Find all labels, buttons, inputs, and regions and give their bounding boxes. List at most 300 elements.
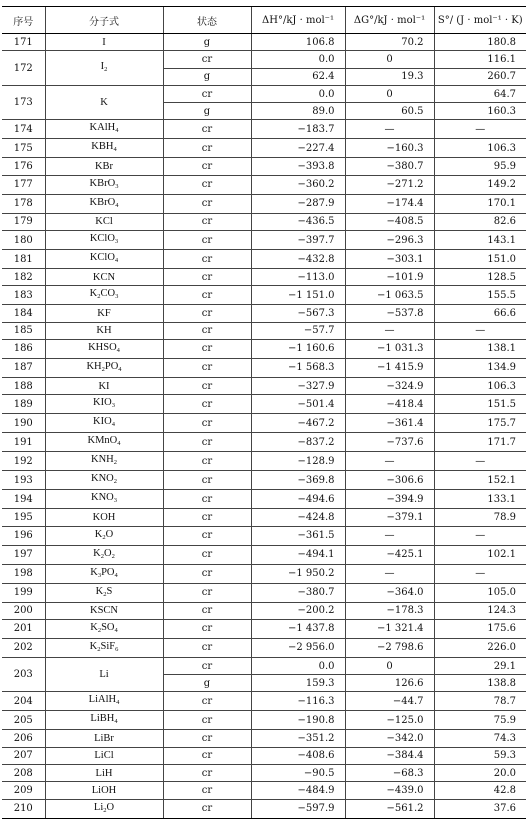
- cell-number: 172: [2, 51, 45, 86]
- formula-element: PO: [101, 566, 115, 578]
- cell-formula: [45, 51, 163, 86]
- formula-element: KF: [97, 308, 111, 320]
- cell-gibbs: −174.4: [345, 194, 434, 213]
- formula-element: O: [106, 801, 115, 813]
- table-row: [2, 194, 526, 213]
- cell-formula: [45, 782, 163, 799]
- cell-formula: [45, 175, 163, 194]
- cell-gibbs: −384.4: [345, 747, 434, 764]
- formula-subscript: 2: [97, 626, 102, 634]
- cell-entropy: —: [434, 322, 526, 339]
- formula-element: CO: [100, 288, 116, 300]
- cell-entropy: 116.1: [434, 51, 526, 68]
- cell-enthalpy: −128.9: [251, 452, 345, 471]
- cell-entropy: 149.2: [434, 175, 526, 194]
- cell-entropy: 66.6: [434, 305, 526, 322]
- formula-element: LiOH: [91, 784, 117, 796]
- table-row: [2, 414, 526, 433]
- cell-entropy: 152.1: [434, 471, 526, 490]
- header-enthalpy: ΔH°/kJ · mol⁻¹: [251, 7, 345, 34]
- formula-subscript: 2: [103, 806, 107, 814]
- cell-enthalpy: −501.4: [251, 395, 345, 414]
- table-row: [2, 85, 526, 102]
- formula-element: KClO: [89, 252, 115, 264]
- cell-entropy: 160.3: [434, 103, 526, 120]
- cell-enthalpy: 0.0: [251, 51, 345, 68]
- formula-subscript: 2: [104, 66, 108, 74]
- formula-subscript: 3: [111, 402, 115, 410]
- formula-subscript: 4: [115, 201, 119, 209]
- cell-gibbs: −408.5: [345, 213, 434, 230]
- formula-subscript: 4: [114, 626, 118, 634]
- cell-gibbs: —: [345, 564, 434, 583]
- cell-formula: [45, 799, 163, 818]
- cell-enthalpy: −567.3: [251, 305, 345, 322]
- cell-gibbs: −2 798.6: [345, 638, 434, 657]
- cell-state: cr: [163, 120, 251, 139]
- cell-enthalpy: −361.5: [251, 526, 345, 545]
- formula-element: I: [100, 61, 105, 73]
- cell-state: cr: [163, 526, 251, 545]
- cell-formula: [45, 194, 163, 213]
- formula-element: LiH: [95, 767, 113, 779]
- cell-enthalpy: −2 956.0: [251, 638, 345, 657]
- cell-entropy: 175.7: [434, 414, 526, 433]
- cell-state: cr: [163, 490, 251, 509]
- cell-formula: [45, 414, 163, 433]
- cell-number: 182: [2, 269, 45, 286]
- table-row: [2, 175, 526, 194]
- cell-entropy: 59.3: [434, 747, 526, 764]
- cell-number: 194: [2, 490, 45, 509]
- table-row: [2, 231, 526, 250]
- cell-enthalpy: −436.5: [251, 213, 345, 230]
- cell-state: cr: [163, 433, 251, 452]
- cell-number: 183: [2, 286, 45, 305]
- cell-state: cr: [163, 358, 251, 377]
- cell-state: cr: [163, 231, 251, 250]
- cell-gibbs: 0: [345, 51, 434, 68]
- formula-subscript: 3: [113, 497, 117, 505]
- cell-gibbs: −361.4: [345, 414, 434, 433]
- cell-state: cr: [163, 158, 251, 175]
- formula-element: KIO: [93, 397, 112, 409]
- cell-gibbs: −380.7: [345, 158, 434, 175]
- cell-formula: [45, 564, 163, 583]
- cell-state: cr: [163, 322, 251, 339]
- cell-state: cr: [163, 711, 251, 730]
- cell-number: 199: [2, 583, 45, 602]
- formula-subscript: 2: [113, 478, 117, 486]
- cell-enthalpy: −837.2: [251, 433, 345, 452]
- cell-number: 175: [2, 139, 45, 158]
- cell-formula: [45, 395, 163, 414]
- formula-element: KClO: [89, 233, 115, 245]
- cell-state: cr: [163, 564, 251, 583]
- cell-number: 209: [2, 782, 45, 799]
- cell-state: cr: [163, 545, 251, 564]
- cell-entropy: 78.9: [434, 509, 526, 526]
- cell-gibbs: −425.1: [345, 545, 434, 564]
- cell-number: 184: [2, 305, 45, 322]
- cell-state: cr: [163, 583, 251, 602]
- cell-state: cr: [163, 194, 251, 213]
- cell-number: 192: [2, 452, 45, 471]
- formula-element: KNH: [91, 454, 114, 466]
- formula-subscript: 4: [114, 571, 118, 579]
- thermodynamic-data-table: [2, 6, 526, 819]
- cell-enthalpy: −360.2: [251, 175, 345, 194]
- cell-enthalpy: −432.8: [251, 250, 345, 269]
- cell-state: cr: [163, 377, 251, 394]
- cell-formula: [45, 583, 163, 602]
- cell-entropy: 42.8: [434, 782, 526, 799]
- cell-enthalpy: −183.7: [251, 120, 345, 139]
- table-row: [2, 34, 526, 51]
- header-formula: 分子式: [45, 7, 163, 34]
- cell-entropy: 105.0: [434, 583, 526, 602]
- cell-entropy: 226.0: [434, 638, 526, 657]
- table-row: [2, 490, 526, 509]
- formula-subscript: 2: [113, 459, 117, 467]
- formula-element: K: [94, 528, 103, 540]
- cell-enthalpy: 159.3: [251, 675, 345, 692]
- formula-subscript: 2: [97, 645, 101, 653]
- cell-entropy: 143.1: [434, 231, 526, 250]
- cell-entropy: —: [434, 452, 526, 471]
- formula-subscript: 4: [111, 421, 115, 429]
- cell-formula: [45, 358, 163, 377]
- cell-state: cr: [163, 175, 251, 194]
- formula-subscript: 2: [100, 552, 104, 560]
- cell-state: cr: [163, 799, 251, 818]
- table-row: [2, 619, 526, 638]
- cell-formula: [45, 619, 163, 638]
- cell-entropy: 171.7: [434, 433, 526, 452]
- formula-element: K: [90, 621, 98, 633]
- cell-number: 203: [2, 657, 45, 692]
- cell-state: cr: [163, 250, 251, 269]
- cell-enthalpy: −597.9: [251, 799, 345, 818]
- table-row: [2, 120, 526, 139]
- cell-state: cr: [163, 395, 251, 414]
- cell-state: cr: [163, 51, 251, 68]
- cell-number: 188: [2, 377, 45, 394]
- cell-number: 195: [2, 509, 45, 526]
- cell-number: 174: [2, 120, 45, 139]
- cell-enthalpy: −200.2: [251, 602, 345, 619]
- formula-element: KNO: [91, 473, 114, 485]
- cell-formula: [45, 509, 163, 526]
- cell-enthalpy: −494.6: [251, 490, 345, 509]
- formula-element: SiF: [100, 640, 116, 652]
- cell-formula: [45, 602, 163, 619]
- cell-number: 207: [2, 747, 45, 764]
- cell-entropy: 133.1: [434, 490, 526, 509]
- formula-element: KCl: [95, 216, 113, 228]
- formula-element: K: [95, 585, 104, 597]
- cell-gibbs: 126.6: [345, 675, 434, 692]
- cell-state: g: [163, 68, 251, 85]
- cell-state: cr: [163, 657, 251, 674]
- formula-subscript: 4: [118, 365, 122, 373]
- table-row: [2, 139, 526, 158]
- cell-formula: [45, 322, 163, 339]
- cell-entropy: 29.1: [434, 657, 526, 674]
- cell-enthalpy: −408.6: [251, 747, 345, 764]
- cell-formula: [45, 526, 163, 545]
- table-row: [2, 583, 526, 602]
- cell-enthalpy: −397.7: [251, 231, 345, 250]
- cell-state: cr: [163, 730, 251, 747]
- cell-state: cr: [163, 602, 251, 619]
- cell-entropy: —: [434, 526, 526, 545]
- cell-gibbs: −1 063.5: [345, 286, 434, 305]
- cell-gibbs: −303.1: [345, 250, 434, 269]
- cell-gibbs: −394.9: [345, 490, 434, 509]
- cell-formula: [45, 120, 163, 139]
- cell-entropy: 75.9: [434, 711, 526, 730]
- table-row: [2, 433, 526, 452]
- formula-subscript: 2: [101, 365, 105, 373]
- cell-gibbs: −44.7: [345, 692, 434, 711]
- cell-gibbs: 19.3: [345, 68, 434, 85]
- cell-formula: [45, 231, 163, 250]
- table-row: [2, 602, 526, 619]
- cell-entropy: 170.1: [434, 194, 526, 213]
- formula-element: O: [105, 528, 114, 540]
- header-entropy: S°/ (J · mol⁻¹ · K): [434, 7, 526, 34]
- cell-entropy: 102.1: [434, 545, 526, 564]
- cell-gibbs: −160.3: [345, 139, 434, 158]
- cell-enthalpy: 0.0: [251, 85, 345, 102]
- cell-entropy: 37.6: [434, 799, 526, 818]
- cell-entropy: 175.6: [434, 619, 526, 638]
- cell-entropy: 151.5: [434, 395, 526, 414]
- formula-element: KSCN: [89, 605, 118, 617]
- cell-enthalpy: −424.8: [251, 509, 345, 526]
- formula-element: KIO: [93, 416, 112, 428]
- cell-enthalpy: −484.9: [251, 782, 345, 799]
- table-row: [2, 452, 526, 471]
- cell-gibbs: −342.0: [345, 730, 434, 747]
- cell-state: cr: [163, 305, 251, 322]
- table-row: [2, 799, 526, 818]
- cell-enthalpy: −1 568.3: [251, 358, 345, 377]
- cell-number: 185: [2, 322, 45, 339]
- cell-enthalpy: −90.5: [251, 765, 345, 782]
- formula-element: KBrO: [89, 196, 116, 208]
- cell-gibbs: −125.0: [345, 711, 434, 730]
- cell-number: 198: [2, 564, 45, 583]
- cell-enthalpy: −393.8: [251, 158, 345, 175]
- cell-gibbs: —: [345, 322, 434, 339]
- table-row: [2, 711, 526, 730]
- table-body: [2, 34, 526, 819]
- formula-subscript: 4: [117, 440, 121, 448]
- formula-element: K: [89, 640, 98, 652]
- cell-entropy: 20.0: [434, 765, 526, 782]
- cell-formula: [45, 711, 163, 730]
- cell-state: cr: [163, 139, 251, 158]
- cell-enthalpy: 0.0: [251, 657, 345, 674]
- cell-formula: [45, 471, 163, 490]
- cell-enthalpy: −351.2: [251, 730, 345, 747]
- formula-subscript: 4: [114, 257, 119, 265]
- cell-enthalpy: −467.2: [251, 414, 345, 433]
- table-row: [2, 339, 526, 358]
- table-row: [2, 358, 526, 377]
- formula-element: LiCl: [94, 750, 114, 762]
- table-row: [2, 158, 526, 175]
- cell-enthalpy: −190.8: [251, 711, 345, 730]
- cell-formula: [45, 730, 163, 747]
- table-row: [2, 526, 526, 545]
- cell-formula: [45, 286, 163, 305]
- formula-element: I: [102, 36, 106, 48]
- cell-formula: [45, 377, 163, 394]
- formula-element: O: [104, 547, 112, 559]
- formula-element: Li: [99, 669, 109, 681]
- cell-state: cr: [163, 414, 251, 433]
- cell-gibbs: −439.0: [345, 782, 434, 799]
- formula-subscript: 2: [97, 293, 101, 301]
- formula-element: S: [106, 585, 113, 597]
- table-row: [2, 765, 526, 782]
- formula-element: K: [100, 97, 108, 109]
- cell-number: 193: [2, 471, 45, 490]
- cell-entropy: 106.3: [434, 139, 526, 158]
- cell-entropy: 134.9: [434, 358, 526, 377]
- cell-state: g: [163, 675, 251, 692]
- table-row: [2, 782, 526, 799]
- cell-enthalpy: 106.8: [251, 34, 345, 51]
- cell-gibbs: −364.0: [345, 583, 434, 602]
- formula-element: SO: [101, 621, 115, 633]
- table-row: [2, 545, 526, 564]
- cell-state: cr: [163, 747, 251, 764]
- cell-enthalpy: −369.8: [251, 471, 345, 490]
- cell-state: cr: [163, 619, 251, 638]
- cell-number: 187: [2, 358, 45, 377]
- cell-state: cr: [163, 765, 251, 782]
- formula-element: KMnO: [87, 435, 118, 447]
- table-row: [2, 471, 526, 490]
- cell-number: 191: [2, 433, 45, 452]
- table-row: [2, 509, 526, 526]
- cell-gibbs: −1 321.4: [345, 619, 434, 638]
- cell-number: 177: [2, 175, 45, 194]
- cell-state: cr: [163, 85, 251, 102]
- cell-state: cr: [163, 509, 251, 526]
- cell-entropy: 180.8: [434, 34, 526, 51]
- table-row: [2, 286, 526, 305]
- cell-enthalpy: −327.9: [251, 377, 345, 394]
- formula-element: KCN: [92, 271, 116, 283]
- cell-formula: [45, 452, 163, 471]
- cell-formula: [45, 139, 163, 158]
- cell-state: cr: [163, 213, 251, 230]
- formula-element: LiBH: [90, 713, 115, 725]
- cell-entropy: 106.3: [434, 377, 526, 394]
- cell-state: g: [163, 34, 251, 51]
- formula-subscript: 2: [111, 552, 115, 560]
- cell-formula: [45, 490, 163, 509]
- table-row: [2, 213, 526, 230]
- cell-gibbs: −68.3: [345, 765, 434, 782]
- cell-formula: [45, 339, 163, 358]
- cell-number: 200: [2, 602, 45, 619]
- cell-entropy: 138.1: [434, 339, 526, 358]
- formula-element: KH: [86, 360, 102, 372]
- cell-number: 208: [2, 765, 45, 782]
- cell-number: 181: [2, 250, 45, 269]
- formula-element: KBr: [94, 161, 114, 173]
- cell-enthalpy: −1 151.0: [251, 286, 345, 305]
- cell-gibbs: −561.2: [345, 799, 434, 818]
- formula-element: KNO: [91, 492, 114, 504]
- formula-element: LiBr: [94, 733, 114, 745]
- cell-state: cr: [163, 339, 251, 358]
- formula-subscript: 2: [103, 590, 107, 598]
- formula-subscript: 3: [114, 238, 119, 246]
- formula-element: Li: [93, 801, 104, 813]
- cell-number: 206: [2, 730, 45, 747]
- cell-state: cr: [163, 286, 251, 305]
- header-gibbs: ΔG°/kJ · mol⁻¹: [345, 7, 434, 34]
- cell-entropy: 128.5: [434, 269, 526, 286]
- cell-formula: [45, 638, 163, 657]
- cell-gibbs: −296.3: [345, 231, 434, 250]
- cell-gibbs: −101.9: [345, 269, 434, 286]
- cell-number: 196: [2, 526, 45, 545]
- formula-element: K: [93, 547, 101, 559]
- table-row: [2, 377, 526, 394]
- cell-enthalpy: −494.1: [251, 545, 345, 564]
- formula-element: K: [89, 288, 98, 300]
- table-row: [2, 747, 526, 764]
- formula-subscript: 3: [115, 293, 119, 301]
- cell-formula: [45, 305, 163, 322]
- cell-number: 190: [2, 414, 45, 433]
- cell-entropy: 124.3: [434, 602, 526, 619]
- header-state: 状态: [163, 7, 251, 34]
- formula-element: PO: [104, 360, 119, 372]
- cell-entropy: 138.8: [434, 675, 526, 692]
- formula-subscript: 3: [97, 571, 102, 579]
- cell-number: 179: [2, 213, 45, 230]
- cell-number: 173: [2, 85, 45, 120]
- table-header: [2, 7, 526, 34]
- cell-gibbs: −1 415.9: [345, 358, 434, 377]
- formula-subscript: 2: [102, 533, 106, 541]
- cell-state: g: [163, 103, 251, 120]
- formula-element: KHSO: [88, 341, 117, 353]
- formula-subscript: 4: [116, 346, 120, 354]
- cell-entropy: 95.9: [434, 158, 526, 175]
- cell-number: 178: [2, 194, 45, 213]
- formula-element: KH: [96, 325, 112, 337]
- cell-gibbs: −178.3: [345, 602, 434, 619]
- cell-entropy: 64.7: [434, 85, 526, 102]
- formula-subscript: 6: [115, 645, 119, 653]
- table-row: [2, 269, 526, 286]
- cell-number: 171: [2, 34, 45, 51]
- cell-entropy: 155.5: [434, 286, 526, 305]
- cell-gibbs: −271.2: [345, 175, 434, 194]
- cell-gibbs: −737.6: [345, 433, 434, 452]
- cell-gibbs: 0: [345, 85, 434, 102]
